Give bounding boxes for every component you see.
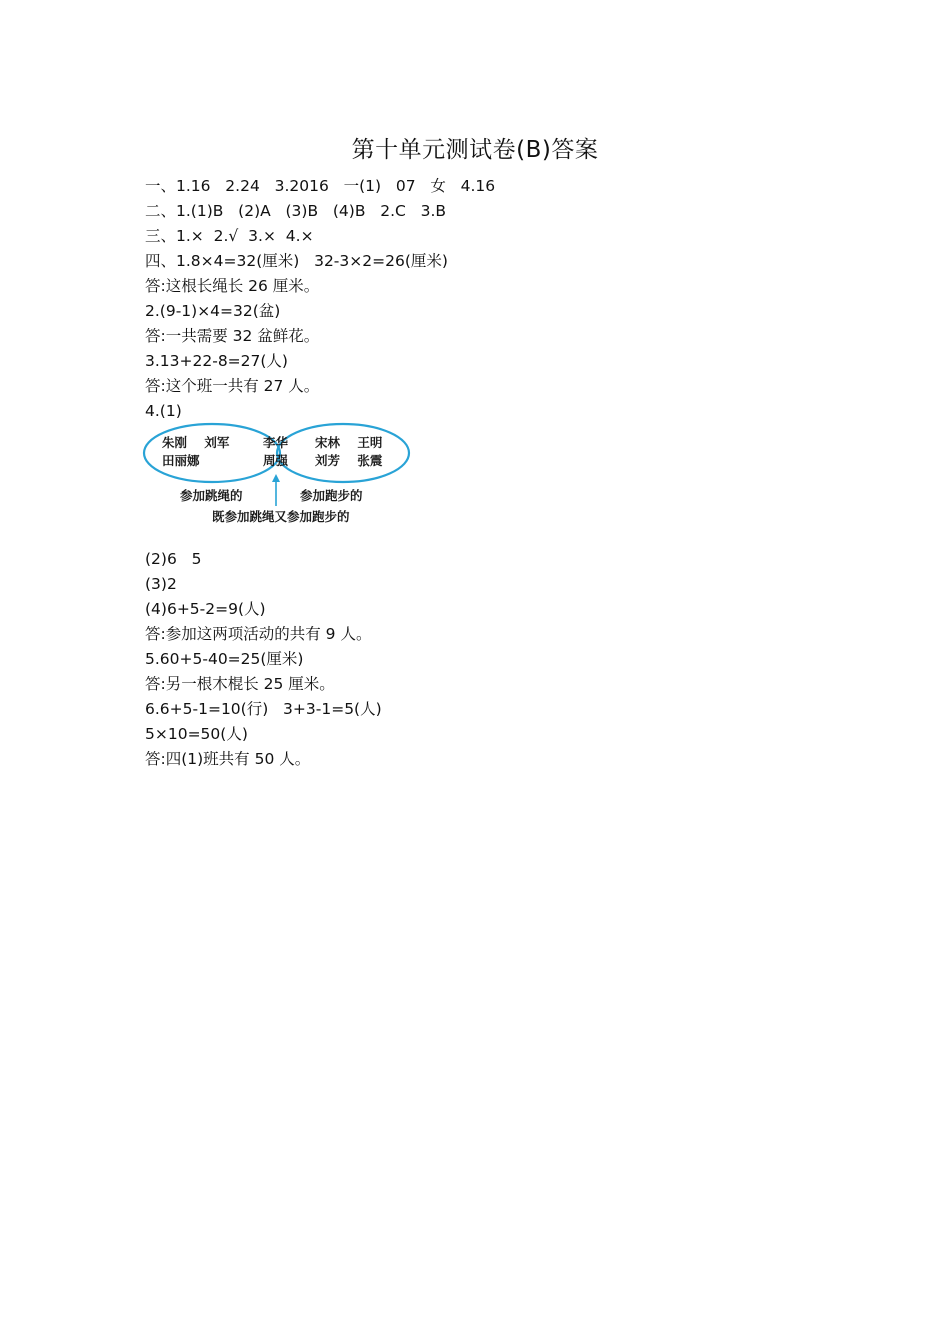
answer-line: (2)6 5 [145,550,202,568]
answer-line: 答:参加这两项活动的共有 9 人。 [145,625,372,643]
answer-line: 3.13+22-8=27(人) [145,352,288,370]
venn-left-names-row1: 朱刚 刘军 [162,435,230,450]
venn-right-names-row2: 刘芳 张震 [315,453,383,468]
answer-line: 三、1.× 2.√ 3.× 4.× [145,227,314,245]
answer-line: 6.6+5-1=10(行) 3+3-1=5(人) [145,700,382,718]
answer-line: 5×10=50(人) [145,725,248,743]
venn-left-label: 参加跳绳的 [180,488,243,503]
venn-left-names-row2: 田丽娜 [162,453,200,468]
answer-lines-bottom [145,547,382,772]
venn-diagram [140,420,420,530]
answer-line: 答:四(1)班共有 50 人。 [145,750,311,768]
answer-line: 一、1.16 2.24 3.2016 一(1) 07 女 4.16 [145,177,496,195]
answer-line: (4)6+5-2=9(人) [145,600,266,618]
answer-lines-top [145,174,495,424]
answer-line: 答:一共需要 32 盆鲜花。 [145,327,320,345]
answer-line: 四、1.8×4=32(厘米) 32-3×2=26(厘米) [145,252,448,270]
venn-middle-names-row2: 周强 [263,453,289,468]
venn-bottom-label: 既参加跳绳又参加跑步的 [212,509,350,524]
venn-right-names-row1: 宋林 王明 [315,435,383,450]
answer-line: 答:这个班一共有 27 人。 [145,377,320,395]
answer-line: (3)2 [145,575,177,593]
venn-arrow-head [272,474,280,482]
answer-line: 二、1.(1)B (2)A (3)B (4)B 2.C 3.B [145,202,447,220]
answer-line: 答:这根长绳长 26 厘米。 [145,277,320,295]
page-title: 第十单元测试卷(B)答案 [351,137,599,163]
answer-line: 2.(9-1)×4=32(盆) [145,302,281,320]
venn-right-label: 参加跑步的 [300,488,363,503]
answer-line: 4.(1) [145,402,182,420]
venn-middle-names-row1: 李华 [263,435,289,450]
answer-line: 5.60+5-40=25(厘米) [145,650,304,668]
answer-line: 答:另一根木棍长 25 厘米。 [145,675,335,693]
